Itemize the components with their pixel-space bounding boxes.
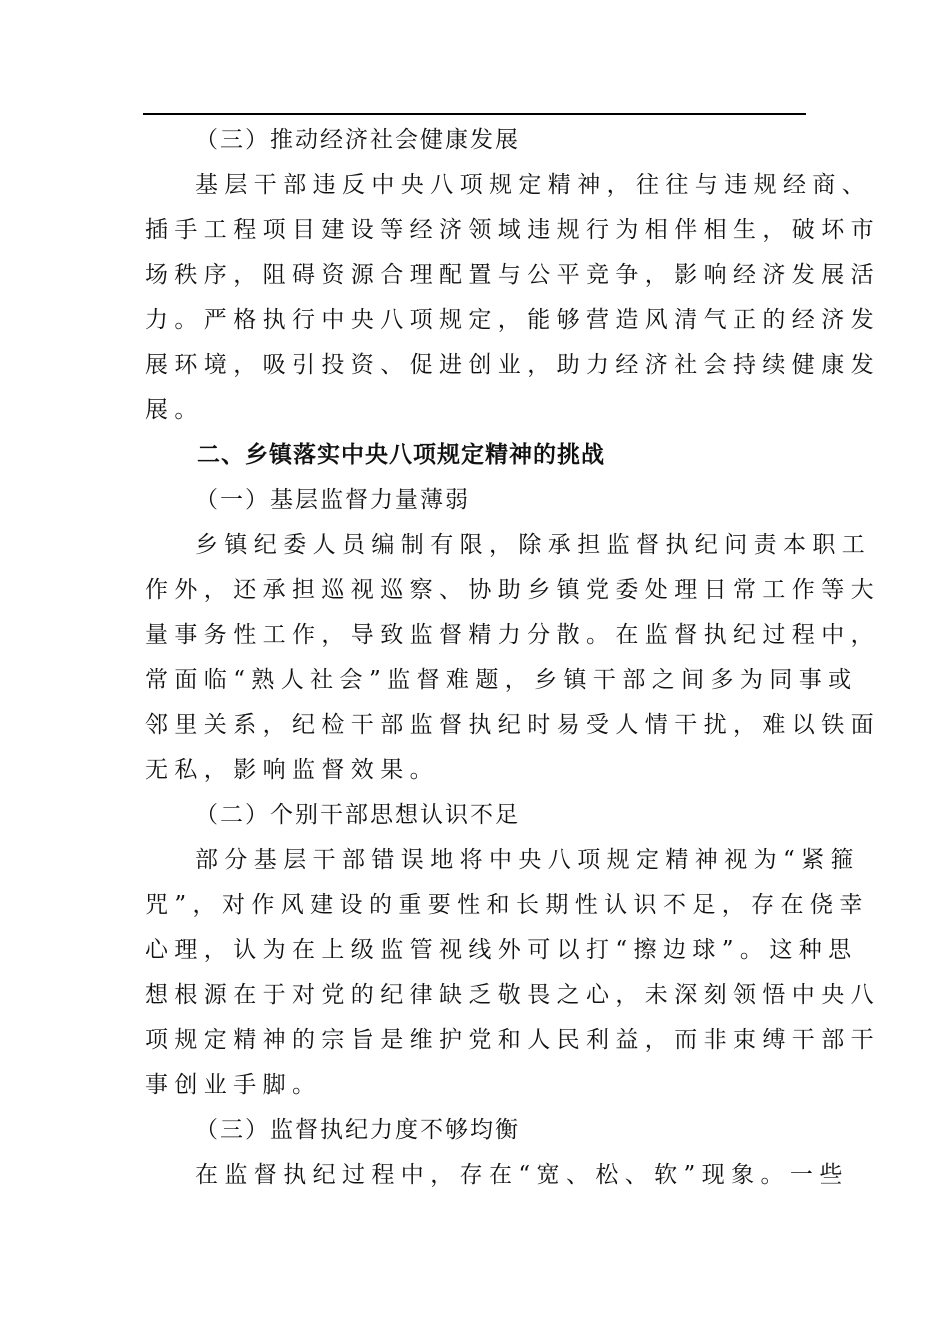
subheading-insufficient-awareness: （二）个别干部思想认识不足 bbox=[195, 802, 520, 828]
paragraph-line: 在监督执纪过程中，存在“宽、松、软”现象。一些 bbox=[195, 1162, 849, 1188]
header-rule bbox=[143, 113, 806, 115]
paragraph-line: 部分基层干部错误地将中央八项规定精神视为“紧箍 bbox=[195, 847, 860, 873]
paragraph-line: 常面临“熟人社会”监督难题，乡镇干部之间多为同事或 bbox=[145, 667, 858, 693]
paragraph-line: 展。 bbox=[145, 397, 204, 423]
paragraph-line: 乡镇纪委人员编制有限，除承担监督执纪问责本职工 bbox=[195, 532, 872, 558]
paragraph-line: 作外，还承担巡视巡察、协助乡镇党委处理日常工作等大 bbox=[145, 577, 880, 603]
paragraph-line: 无私，影响监督效果。 bbox=[145, 757, 439, 783]
paragraph-line: 展环境，吸引投资、促进创业，助力经济社会持续健康发 bbox=[145, 352, 880, 378]
paragraph-line: 量事务性工作，导致监督精力分散。在监督执纪过程中， bbox=[145, 622, 880, 648]
paragraph-line: 场秩序，阻碍资源合理配置与公平竞争，影响经济发展活 bbox=[145, 262, 880, 288]
paragraph-line: 心理，认为在上级监管视线外可以打“擦边球”。这种思 bbox=[145, 937, 858, 963]
paragraph-line: 力。严格执行中央八项规定，能够营造风清气正的经济发 bbox=[145, 307, 880, 333]
paragraph-line: 咒”，对作风建设的重要性和长期性认识不足，存在侥幸 bbox=[145, 892, 869, 918]
paragraph-line: 事创业手脚。 bbox=[145, 1072, 322, 1098]
paragraph-line: 项规定精神的宗旨是维护党和人民利益，而非束缚干部干 bbox=[145, 1027, 880, 1053]
paragraph-line: 插手工程项目建设等经济领域违规行为相伴相生，破坏市 bbox=[145, 217, 880, 243]
subheading-weak-supervision: （一）基层监督力量薄弱 bbox=[195, 487, 470, 513]
paragraph-line: 想根源在于对党的纪律缺乏敬畏之心，未深刻领悟中央八 bbox=[145, 982, 880, 1008]
subheading-unbalanced-enforcement: （三）监督执纪力度不够均衡 bbox=[195, 1117, 520, 1143]
section-heading-challenges: 二、乡镇落实中央八项规定精神的挑战 bbox=[197, 442, 605, 468]
subheading-promote-economy: （三）推动经济社会健康发展 bbox=[195, 127, 520, 153]
paragraph-line: 邻里关系，纪检干部监督执纪时易受人情干扰，难以铁面 bbox=[145, 712, 880, 738]
paragraph-line: 基层干部违反中央八项规定精神，往往与违规经商、 bbox=[195, 172, 872, 198]
document-body bbox=[145, 118, 880, 1198]
